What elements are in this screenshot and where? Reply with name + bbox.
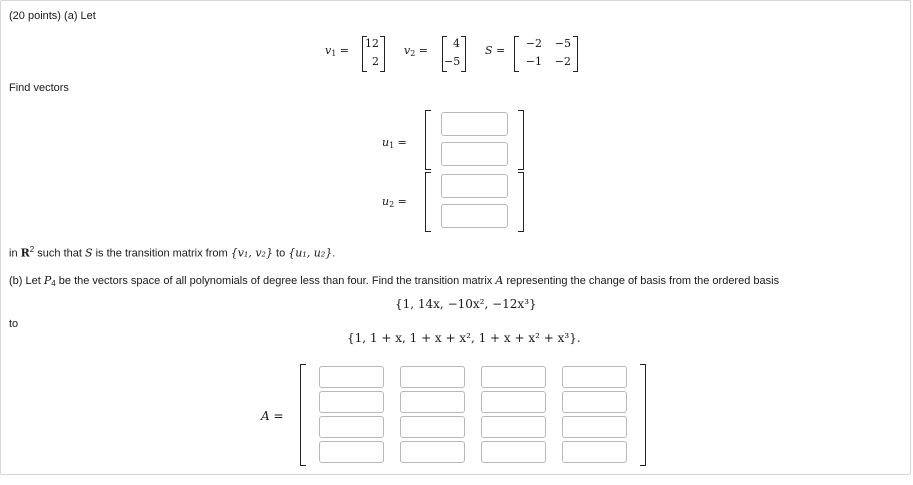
v2-label: $v_2$ = <box>404 44 429 58</box>
v1-bracket-right <box>380 36 385 72</box>
u2-entry-1-input[interactable] <box>441 174 508 198</box>
basis-to: {1, 1 + x, 1 + x + x², 1 + x + x² + x³}. <box>347 331 581 345</box>
matrix-A-cell-input[interactable] <box>481 366 546 388</box>
matrix-A-cell-input[interactable] <box>562 416 627 438</box>
matrix-A-cell-input[interactable] <box>319 441 384 463</box>
matrix-A-cell-input[interactable] <box>562 391 627 413</box>
matrix-A-cell-input[interactable] <box>400 416 465 438</box>
u1-entry-2-input[interactable] <box>441 142 508 166</box>
v1-label: $v_1$ = <box>325 44 350 58</box>
u1-bracket-right <box>518 110 524 170</box>
matrix-A-cell-input[interactable] <box>400 366 465 388</box>
matrix-A-cell-input[interactable] <box>319 416 384 438</box>
u2-bracket-left <box>425 172 431 232</box>
S-entry: −1 <box>525 55 542 68</box>
u2-bracket-right <box>518 172 524 232</box>
u1-entry-1-input[interactable] <box>441 112 508 136</box>
matrix-A-cell-input[interactable] <box>400 391 465 413</box>
from-basis-set: {v₁, v₂} <box>230 246 273 260</box>
v1-entry: 12 <box>365 37 379 50</box>
matrix-A-label: A = <box>261 409 284 423</box>
u1-bracket-left <box>425 110 431 170</box>
part-b-sentence: (b) Let $P_4$ be the vectors space of all polynomials of degree less than four. Find the transition matrix A representing the change of basis from the ordered basis <box>9 274 780 288</box>
to-basis-set: {u₁, u₂} <box>288 246 333 260</box>
v2-entry: −5 <box>444 55 461 68</box>
question-header <box>9 10 96 22</box>
find-vectors-label: Find vectors <box>9 82 69 94</box>
u2-label: $u_2$ = <box>382 195 407 209</box>
S-label: S = <box>485 44 506 57</box>
matrix-A-cell-input[interactable] <box>562 441 627 463</box>
matrix-A-cell-input[interactable] <box>562 366 627 388</box>
v2-bracket-right <box>461 36 466 72</box>
v1-entry: 2 <box>372 55 379 68</box>
to-label: to <box>9 318 19 330</box>
u2-entry-2-input[interactable] <box>441 204 508 228</box>
points-label: (20 points) <box>9 10 61 22</box>
matrix-A-bracket-left <box>300 364 306 466</box>
condition-sentence: in $R^2$ such that S is the transition matrix from {v₁, v₂} to {u₁, u₂}. <box>9 245 336 260</box>
matrix-A-cell-input[interactable] <box>481 441 546 463</box>
matrix-A-cell-input[interactable] <box>319 391 384 413</box>
real-space-symbol: R <box>20 246 30 260</box>
v2-entry: 4 <box>453 37 460 50</box>
S-entry: −5 <box>554 37 571 50</box>
S-entry: −2 <box>525 37 542 50</box>
basis-from: {1, 14x, −10x², −12x³} <box>395 297 537 311</box>
matrix-A-cell-input[interactable] <box>400 441 465 463</box>
part-a-label: (a) Let <box>64 10 96 22</box>
matrix-A-cell-input[interactable] <box>481 391 546 413</box>
matrix-A-cell-input[interactable] <box>319 366 384 388</box>
u1-label: $u_1$ = <box>382 136 407 150</box>
S-entry: −2 <box>554 55 571 68</box>
matrix-A-cell-input[interactable] <box>481 416 546 438</box>
matrix-A-bracket-right <box>640 364 646 466</box>
S-bracket-right <box>573 36 578 72</box>
